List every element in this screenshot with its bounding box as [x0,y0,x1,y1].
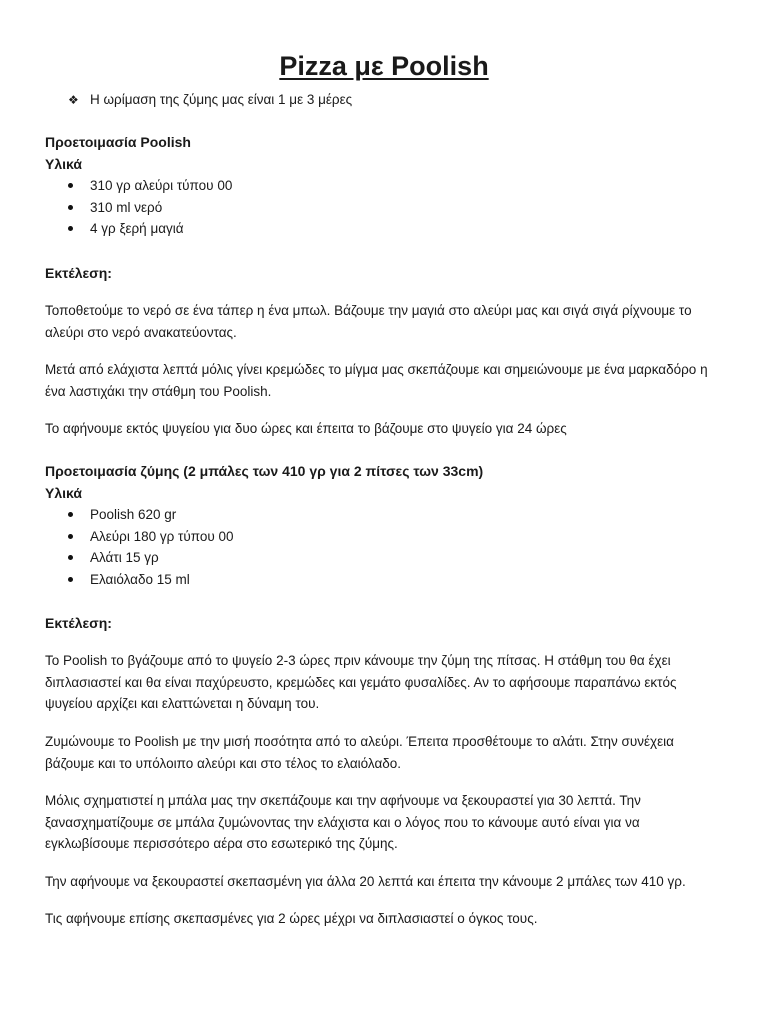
list-item: Αλεύρι 180 γρ τύπου 00 [45,526,234,548]
dough-paragraph: Μόλις σχηματιστεί η μπάλα μας την σκεπάζουμε και την αφήνουμε να ξεκουραστεί για 30 λεπτά. Την ξανασχηματίζουμε σε μπάλα ζυμώνοντας την ελάχιστα και ο λόγος που το κάνουμε αυτό είναι για να εγκλωβίσουμε περισσότερο αέρα στο εσωτερικό της ζύμης. [45,793,641,852]
dough-method-label: Εκτέλεση: [45,615,112,631]
poolish-paragraph: Μετά από ελάχιστα λεπτά μόλις γίνει κρεμώδες το μίγμα μας σκεπάζουμε και σημειώνουμε με ένα μαρκαδόρο η ένα λαστιχάκι την στάθμη του Poolish. [45,362,708,399]
dough-ingredients-list [45,504,234,591]
list-item: Ελαιόλαδο 15 ml [45,569,234,591]
poolish-method-label: Εκτέλεση: [45,265,112,281]
list-item: 4 γρ ξερή μαγιά [45,218,232,240]
dough-paragraph: Την αφήνουμε να ξεκουραστεί σκεπασμένη για άλλα 20 λεπτά και έπειτα την κάνουμε 2 μπάλες των 410 γρ. [45,874,686,889]
dough-paragraph: Το Poolish το βγάζουμε από το ψυγείο 2-3 ώρες πριν κάνουμε την ζύμη της πίτσας. Η στάθμη του θα έχει διπλασιαστεί και θα είναι παχύρευστο, κρεμώδες και γεμάτο φυσαλίδες. Αν το αφήσουμε παραπάνω εκτός ψυγείου αρχίζει και ελαττώνεται η δύναμη του. [45,653,677,712]
list-item: Αλάτι 15 γρ [45,547,234,569]
maturation-note-text: Η ωρίμαση της ζύμης μας είναι 1 με 3 μέρες [90,92,353,107]
dough-paragraph: Ζυμώνουμε το Poolish με την μισή ποσότητα από το αλεύρι. Έπειτα προσθέτουμε το αλάτι. Στην συνέχεια βάζουμε και το υπόλοιπο αλεύρι και στο τέλος το ελαιόλαδο. [45,734,674,771]
list-item: 310 ml νερό [45,197,232,219]
diamond-bullet-icon: ❖ [68,93,79,107]
poolish-paragraph: Τοποθετούμε το νερό σε ένα τάπερ η ένα μπωλ. Βάζουμε την μαγιά στο αλεύρι μας και σιγά σιγά ρίχνουμε το αλεύρι στο νερό ανακατεύοντας. [45,303,692,340]
maturation-note [68,90,352,110]
dough-ingredients-label: Υλικά [45,485,82,501]
poolish-ingredients-list [45,175,232,240]
poolish-paragraph: Το αφήνουμε εκτός ψυγείου για δυο ώρες και έπειτα το βάζουμε στο ψυγείο για 24 ώρες [45,421,567,436]
dough-heading: Προετοιμασία ζύμης (2 μπάλες των 410 γρ για 2 πίτσες των 33cm) [45,463,484,479]
dough-paragraph: Τις αφήνουμε επίσης σκεπασμένες για 2 ώρες μέχρι να διπλασιαστεί ο όγκος τους. [45,911,538,926]
list-item: 310 γρ αλεύρι τύπου 00 [45,175,232,197]
list-item: Poolish 620 gr [45,504,234,526]
poolish-heading: Προετοιμασία Poolish [45,134,191,150]
document-title: Pizza με Poolish [279,51,489,81]
poolish-ingredients-label: Υλικά [45,156,82,172]
